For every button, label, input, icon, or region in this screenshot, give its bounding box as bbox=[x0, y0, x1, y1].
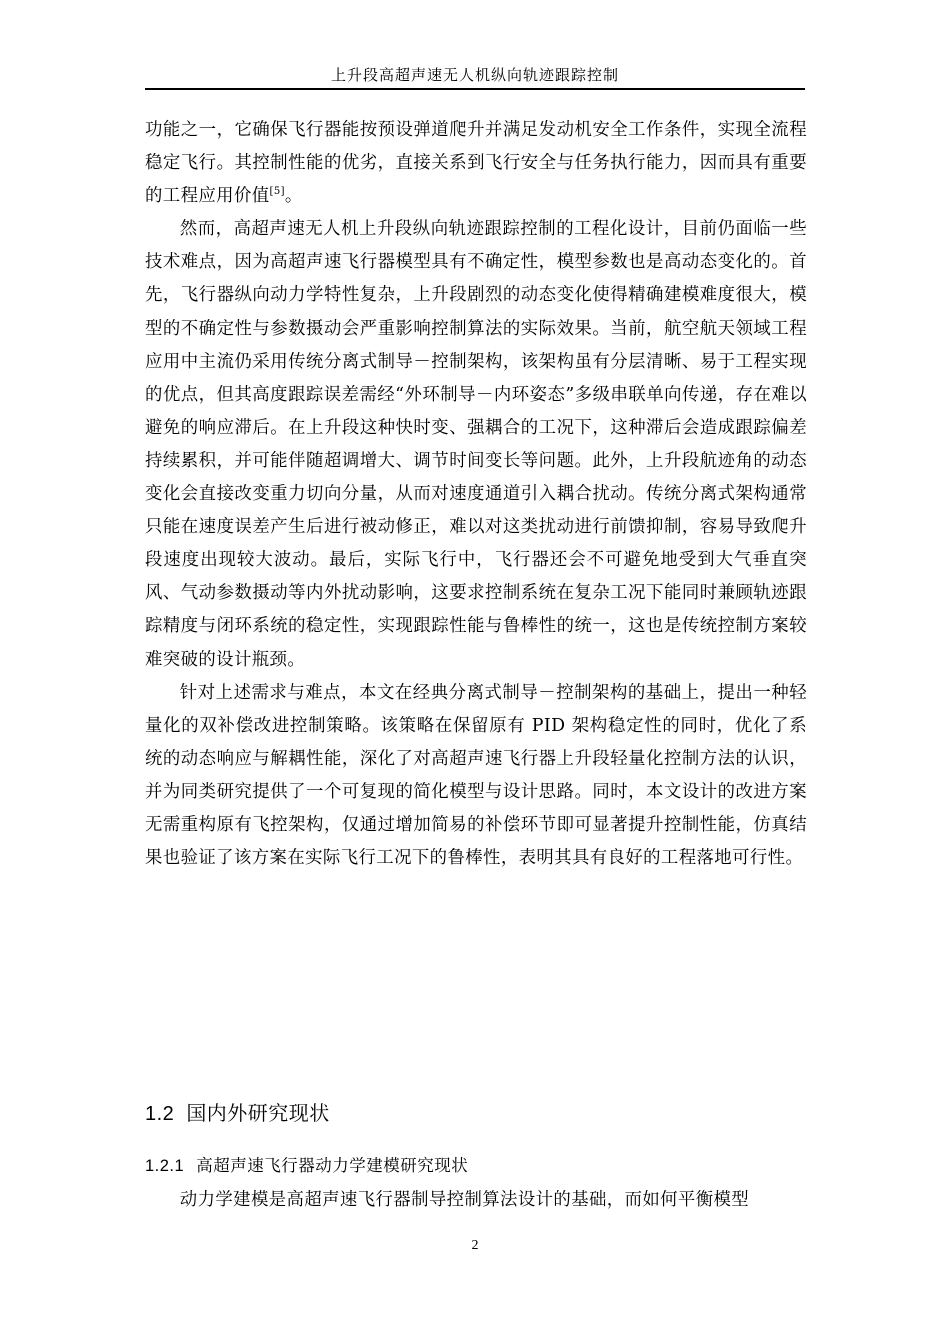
paragraph-end: 。 bbox=[284, 186, 303, 207]
header-rule bbox=[145, 88, 805, 90]
paragraph-challenges: 然而，高超声速无人机上升段纵向轨迹跟踪控制的工程化设计，目前仍面临一些技术难点，因为高超声速飞行器模型具有不确定性，模型参数也是高动态变化的。首先，飞行器纵向动力学特性复杂，上升段剧烈的动态变化使得精确建模难度很大，模型的不确定性与参数摄动会严重影响控制算法的实际效果。当前，航空航天领域工程应用中主流仍采用传统分离式制导－控制架构，该架构虽有分层清晰、易于工程实现的优点，但其高度跟踪误差需经“外环制导－内环姿态”多级串联单向传递，存在难以避免的响应滞后。在上升段这种快时变、强耦合的工况下，这种滞后会造成跟踪偏差持续累积，并可能伴随超调增大、调节时间变长等问题。此外，上升段航迹角的动态变化会直接改变重力切向分量，从而对速度通道引入耦合扰动。传统分离式架构通常只能在速度误差产生后进行被动修正，难以对这类扰动进行前馈抑制，容易导致爬升段速度出现较大波动。最后，实际飞行中，飞行器还会不可避免地受到大气垂直突风、气动参数摄动等内外扰动影响，这要求控制系统在复杂工况下能同时兼顾轨迹跟踪精度与闭环系统的稳定性，实现跟踪性能与鲁棒性的统一，这也是传统控制方案较难突破的设计瓶颈。 bbox=[145, 219, 807, 670]
section-title: 国内外研究现状 bbox=[186, 1101, 330, 1125]
subsection-heading bbox=[145, 1152, 468, 1176]
section-heading bbox=[145, 1097, 330, 1126]
running-header: 上升段高超声速无人机纵向轨迹跟踪控制 bbox=[330, 66, 619, 84]
subsection-number: 1.2.1 bbox=[145, 1157, 185, 1175]
paragraph-continued bbox=[145, 114, 807, 213]
section-number: 1.2 bbox=[145, 1103, 175, 1125]
paragraph-text: 功能之一，它确保飞行器能按预设弹道爬升并满足发动机安全工作条件，实现全流程稳定飞行。其控制性能的优劣，直接关系到飞行安全与任务执行能力，因而具有重要的工程应用价值 bbox=[145, 120, 807, 207]
citation[interactable]: [5] bbox=[269, 186, 285, 198]
page-number: 2 bbox=[471, 1238, 479, 1253]
paragraph-modeling: 动力学建模是高超声速飞行器制导控制算法设计的基础，而如何平衡模型 bbox=[179, 1190, 750, 1210]
body-text-continued bbox=[145, 1184, 807, 1217]
paragraph-approach: 针对上述需求与难点，本文在经典分离式制导－控制架构的基础上，提出一种轻量化的双补偿改进控制策略。该策略在保留原有 PID 架构稳定性的同时，优化了系统的动态响应与解耦性能，深化了对高超声速飞行器上升段轻量化控制方法的认识，并为同类研究提供了一个可复现的简化模型与设计思路。同时，本文设计的改进方案无需重构原有飞控架构，仅通过增加简易的补偿环节即可显著提升控制性能，仿真结果也验证了该方案在实际飞行工况下的鲁棒性，表明其具有良好的工程落地可行性。 bbox=[145, 682, 807, 869]
body-text bbox=[145, 114, 807, 875]
subsection-title: 高超声速飞行器动力学建模研究现状 bbox=[196, 1156, 469, 1175]
